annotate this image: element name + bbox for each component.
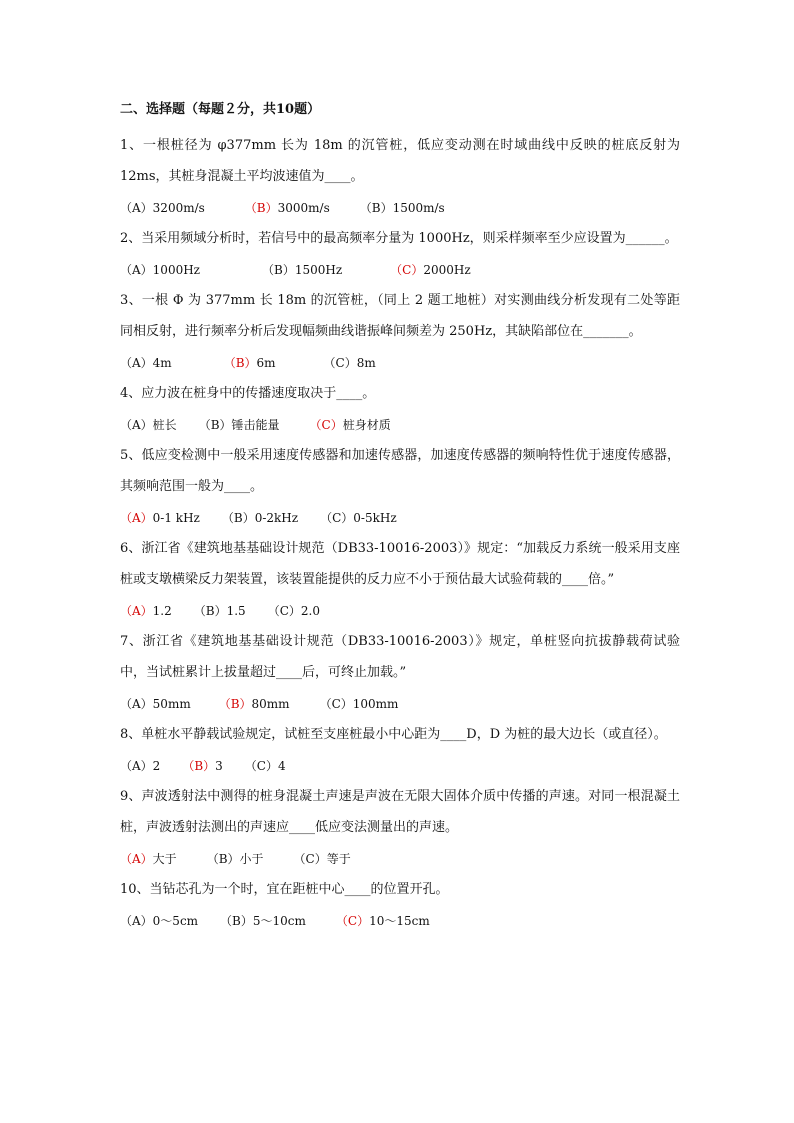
option-text: 1500m/s [392, 201, 445, 215]
option-label: （C） [309, 418, 343, 432]
option [120, 756, 160, 776]
option-row [120, 694, 680, 714]
option-text: 2 [152, 759, 161, 773]
option-label: （B） [220, 914, 253, 928]
option-text: 100mm [352, 697, 399, 711]
option-label: （B） [262, 263, 295, 277]
option [294, 849, 351, 869]
option-label: （B） [244, 201, 278, 215]
question-text: 9、声波透射法中测得的桩身混凝土声速是声波在无限大固体介质中传播的声速。对同一根混凝土桩，声波透射法测出的声速应____低应变法测量出的声速。 [120, 789, 680, 835]
question-text: 5、低应变检测中一般采用速度传感器和加速传感器，加速度传感器的频响特性优于速度传感器，其频响范围一般为____。 [120, 448, 680, 494]
option-row [120, 415, 680, 435]
option [245, 756, 286, 776]
question-text: 6、浙江省《建筑地基基础设计规范（DB33-10016-2003）》规定：“加载反力系统一般采用支座桩或支墩横梁反力架装置，该装置能提供的反力应不小于预估最大试验荷载的____倍。” [120, 541, 680, 587]
option [199, 415, 280, 435]
option-label: （C） [320, 511, 354, 525]
option [219, 694, 290, 714]
option-label: （A） [120, 356, 153, 370]
option [245, 198, 330, 218]
option-text: 0-5kHz [353, 511, 397, 525]
option-row [120, 260, 680, 280]
option-text: 桩长 [152, 418, 177, 432]
option-label: （A） [120, 914, 153, 928]
option [390, 260, 471, 280]
option [224, 353, 276, 373]
option-label: （C） [390, 263, 424, 277]
option-label: （B） [193, 604, 227, 618]
option-text: 等于 [326, 852, 351, 866]
option-label: （C） [293, 852, 327, 866]
option [120, 198, 205, 218]
option-label: （A） [120, 511, 153, 525]
option [120, 508, 200, 528]
option [262, 260, 342, 280]
option-label: （A） [120, 201, 153, 215]
option [310, 415, 391, 435]
option [220, 911, 306, 931]
option [120, 601, 172, 621]
option-row [120, 911, 680, 931]
option-label: （C） [319, 697, 353, 711]
option-row [120, 353, 680, 373]
section-title: 二、选择题（每题２分，共10题） [120, 102, 321, 117]
option-text: 3000m/s [277, 201, 330, 215]
option-text: 1500Hz [294, 263, 343, 277]
option-label: （B） [206, 852, 240, 866]
option-text: 小于 [239, 852, 264, 866]
option-label: （A） [120, 759, 153, 773]
option-label: （C） [335, 914, 370, 928]
question-text: 3、一根 Φ 为 377mm 长 18m 的沉管桩，（同上 2 题工地桩）对实测曲线分析发现有二处等距同相反射，进行频率分析后发现幅频曲线谐振峰间频差为 250Hz，其缺陷部位在_______。 [120, 293, 680, 339]
question-text: 4、应力波在桩身中的传播速度取决于____。 [120, 386, 376, 401]
option-text: 80mm [251, 697, 290, 711]
option-label: （A） [120, 263, 153, 277]
question-list [120, 130, 680, 931]
question-text: 1、一根桩径为 φ377mm 长为 18m 的沉管桩，低应变动测在时域曲线中反映的桩底反射为12ms，其桩身混凝土平均波速值为____。 [120, 138, 680, 184]
option-text: 3 [215, 759, 223, 773]
option-text: 50mm [152, 697, 191, 711]
option [268, 601, 320, 621]
option-text: 8m [356, 356, 376, 370]
option-text: 锤击能量 [231, 418, 280, 432]
option [120, 415, 177, 435]
option-text: 6m [256, 356, 276, 370]
option [120, 353, 172, 373]
option [194, 601, 246, 621]
option-label: （B） [218, 697, 252, 711]
option-row [120, 508, 680, 528]
option-label: （C） [244, 759, 278, 773]
question-text: 10、当钻芯孔为一个时，宜在距桩中心____的位置开孔。 [120, 882, 449, 897]
exam-page [120, 100, 680, 936]
option-text: 3200m/s [152, 201, 205, 215]
question-text: 8、单桩水平静载试验规定，试桩至支座桩最小中心距为____D，D 为桩的最大边长（或直径）。 [120, 727, 667, 742]
option [120, 911, 198, 931]
option-label: （B） [359, 201, 393, 215]
option-text: 桩身材质 [342, 418, 391, 432]
option-label: （A） [120, 852, 153, 866]
option-text: 1.2 [152, 604, 172, 618]
option-text: 4m [152, 356, 172, 370]
option [320, 508, 397, 528]
option-label: （B） [198, 418, 232, 432]
option [324, 353, 376, 373]
option [182, 756, 222, 776]
option-row [120, 601, 680, 621]
option-row [120, 849, 680, 869]
question-text: 2、当采用频域分析时，若信号中的最高频率分量为 1000Hz，则采样频率至少应设置为______。 [120, 231, 678, 246]
option-text: 10～15cm [369, 914, 430, 928]
option-label: （A） [120, 418, 153, 432]
option-text: 1.5 [226, 604, 246, 618]
option-label: （A） [120, 697, 153, 711]
option [120, 849, 177, 869]
option-label: （B） [221, 511, 255, 525]
option [222, 508, 298, 528]
option [360, 198, 445, 218]
option-label: （B） [223, 356, 257, 370]
option [120, 694, 191, 714]
option-text: 0～5cm [152, 914, 199, 928]
option-text: 2000Hz [423, 263, 471, 277]
option [320, 694, 399, 714]
option-text: 2.0 [300, 604, 320, 618]
option-label: （C） [323, 356, 357, 370]
option [207, 849, 264, 869]
option-text: 0-1 kHz [152, 511, 200, 525]
option-text: 1000Hz [152, 263, 200, 277]
option-text: 5～10cm [252, 914, 306, 928]
option-row [120, 756, 680, 776]
option-row [120, 198, 680, 218]
option-label: （C） [267, 604, 301, 618]
option [120, 260, 200, 280]
option-text: 大于 [152, 852, 177, 866]
question-text: 7、浙江省《建筑地基基础设计规范（DB33-10016-2003）》规定，单桩竖向抗拔静载荷试验中，当试桩累计上拔量超过____后，可终止加载。” [120, 634, 680, 680]
option [336, 911, 430, 931]
option-text: 0-2kHz [254, 511, 299, 525]
option-label: （A） [120, 604, 153, 618]
option-label: （B） [182, 759, 216, 773]
option-text: 4 [277, 759, 286, 773]
